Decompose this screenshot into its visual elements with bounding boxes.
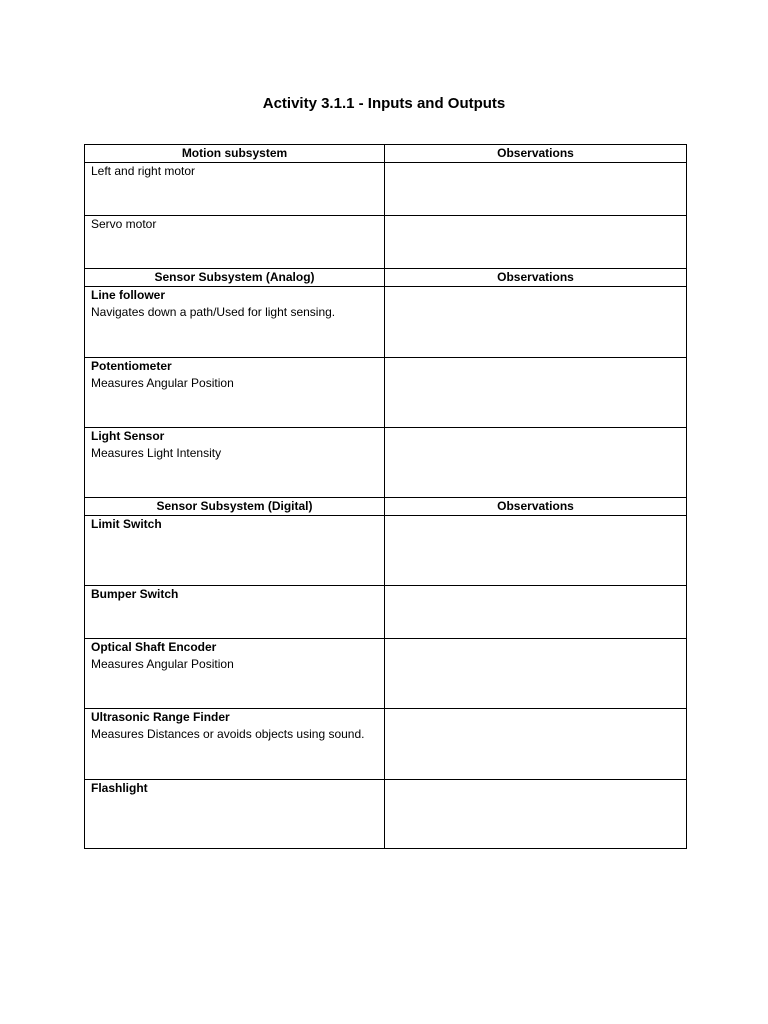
digital-subsystem-header: Sensor Subsystem (Digital) <box>85 498 385 516</box>
observation-cell[interactable] <box>385 216 687 269</box>
item-cell <box>85 709 385 780</box>
motion-header-row <box>85 145 687 163</box>
observation-cell[interactable] <box>385 780 687 849</box>
item-name: Optical Shaft Encoder <box>91 640 217 654</box>
item-cell <box>85 428 385 498</box>
observation-cell[interactable] <box>385 358 687 428</box>
table-row <box>85 163 687 216</box>
item-description: Measures Angular Position <box>91 657 234 671</box>
observation-cell[interactable] <box>385 428 687 498</box>
analog-subsystem-header: Sensor Subsystem (Analog) <box>85 269 385 287</box>
analog-header-row <box>85 269 687 287</box>
table-row <box>85 780 687 849</box>
item-cell <box>85 516 385 586</box>
item-name: Ultrasonic Range Finder <box>91 710 230 724</box>
item-cell <box>85 216 385 269</box>
table-row <box>85 216 687 269</box>
observations-header: Observations <box>385 145 687 163</box>
page-title: Activity 3.1.1 - Inputs and Outputs <box>262 95 506 112</box>
table-row <box>85 586 687 639</box>
item-description: Measures Distances or avoids objects using sound. <box>91 727 365 741</box>
item-name: Limit Switch <box>91 517 162 531</box>
item-cell <box>85 639 385 709</box>
digital-header-row <box>85 498 687 516</box>
item-cell <box>85 287 385 358</box>
item-name: Light Sensor <box>91 429 165 443</box>
item-cell <box>85 780 385 849</box>
table-row <box>85 709 687 780</box>
observation-cell[interactable] <box>385 709 687 780</box>
item-cell <box>85 163 385 216</box>
item-description: Measures Angular Position <box>91 376 234 390</box>
item-label: Servo motor <box>91 217 157 231</box>
table-row <box>85 516 687 586</box>
item-cell <box>85 358 385 428</box>
item-name: Potentiometer <box>91 359 172 373</box>
observation-cell[interactable] <box>385 163 687 216</box>
observation-cell[interactable] <box>385 586 687 639</box>
observations-header: Observations <box>385 498 687 516</box>
table-row <box>85 428 687 498</box>
table-row <box>85 287 687 358</box>
inputs-outputs-table <box>84 144 687 849</box>
table-row <box>85 358 687 428</box>
item-cell <box>85 586 385 639</box>
observation-cell[interactable] <box>385 287 687 358</box>
motion-subsystem-header: Motion subsystem <box>85 145 385 163</box>
observation-cell[interactable] <box>385 639 687 709</box>
item-description: Navigates down a path/Used for light sensing. <box>91 305 336 319</box>
item-label: Left and right motor <box>91 164 196 178</box>
item-name: Bumper Switch <box>91 587 179 601</box>
observations-header: Observations <box>385 269 687 287</box>
item-description: Measures Light Intensity <box>91 446 222 460</box>
item-name: Line follower <box>91 288 166 302</box>
observation-cell[interactable] <box>385 516 687 586</box>
table-row <box>85 639 687 709</box>
item-name: Flashlight <box>91 781 148 795</box>
